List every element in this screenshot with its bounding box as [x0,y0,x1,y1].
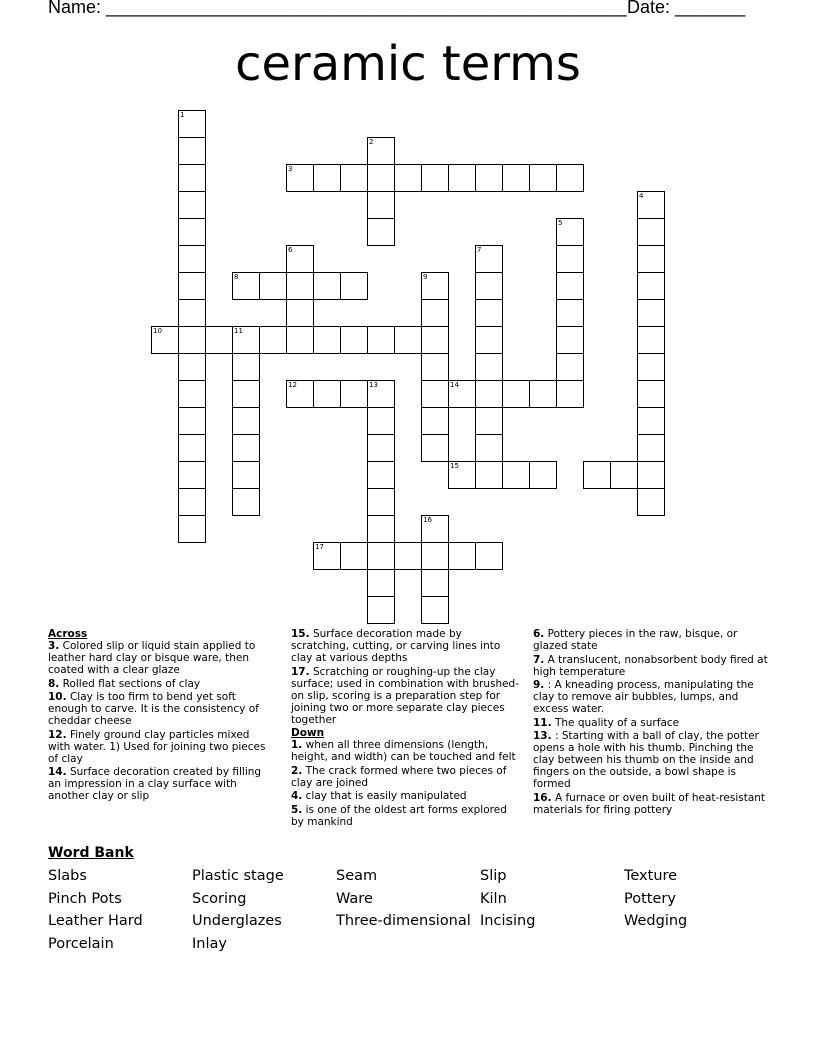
clue-down-16: 16. A furnace or oven built of heat-resistant materials for firing pottery [533,791,766,816]
crossword-cell[interactable] [421,542,449,570]
word-bank-item: Pottery [624,890,676,907]
clue-across-10: 10. Clay is too firm to bend yet soft enough to carve. It is the consistency of cheddar cheese [48,691,259,727]
crossword-cell[interactable] [367,515,395,543]
crossword-cell[interactable] [475,407,503,435]
crossword-cell[interactable] [232,380,260,408]
clue-number: 10 [153,327,162,335]
crossword-cell[interactable] [178,515,206,543]
crossword-cell[interactable] [475,380,503,408]
crossword-cell[interactable] [178,110,206,138]
page-title: ceramic terms [235,36,581,92]
clue-across-14: 14. Surface decoration created by filling an impression in a clay surface with another clay or slip [48,766,262,802]
clue-number: 16 [423,516,432,524]
clue-across-12: 12. Finely ground clay particles mixed with water. 1) Used for joining two pieces of clay [48,728,266,765]
crossword-cell[interactable] [637,326,665,354]
crossword-cell[interactable] [637,272,665,300]
crossword-cell[interactable] [367,164,395,192]
clue-across-8: 8. Rolled flat sections of clay [48,677,201,690]
clue-number: 1 [180,111,185,119]
crossword-cell[interactable] [178,299,206,327]
crossword-cell[interactable] [556,245,584,273]
clue-down-6: 6. Pottery pieces in the raw, bisque, or glazed state [533,628,738,652]
clue-number: 13 [369,381,378,389]
crossword-cell[interactable] [232,461,260,489]
crossword-cell[interactable] [151,326,179,354]
word-bank-item: Ware [336,890,373,907]
crossword-cell[interactable] [583,461,611,489]
crossword-cell[interactable] [637,353,665,381]
word-bank-item: Wedging [624,913,688,929]
crossword-cell[interactable] [475,461,503,489]
crossword-cell[interactable] [475,434,503,462]
word-bank-title: Word Bank [48,845,134,861]
word-bank-item: Slabs [48,868,87,884]
crossword-cell[interactable] [178,218,206,246]
crossword-cell[interactable] [178,407,206,435]
clue-number: 6 [288,246,293,254]
crossword-cell[interactable] [232,434,260,462]
clue-down-9: 9. : A kneading process, manipulating the clay to remove air bubbles, lumps, and excess water. [533,679,754,715]
crossword-cell[interactable] [340,272,368,300]
crossword-cell[interactable] [556,380,584,408]
clues-column-3 [533,628,773,817]
crossword-cell[interactable] [421,380,449,408]
crossword-cell[interactable] [556,299,584,327]
clue-down-5: 5. is one of the oldest art forms explored by mankind [291,803,507,828]
crossword-cell[interactable] [367,407,395,435]
clue-number: 7 [477,246,482,254]
crossword-cell[interactable] [610,461,638,489]
crossword-cell[interactable] [367,326,395,354]
crossword-cell[interactable] [502,164,530,192]
word-bank-item: Texture [624,868,678,884]
crossword-cell[interactable] [394,164,422,192]
crossword-cell[interactable] [502,461,530,489]
crossword-cell[interactable] [475,542,503,570]
date-field-label[interactable]: Date: _______ [627,0,746,17]
crossword-cell[interactable] [421,299,449,327]
crossword-cell[interactable] [421,515,449,543]
crossword-cell[interactable] [637,407,665,435]
clue-number: 5 [558,219,563,227]
clue-number: 17 [315,543,324,551]
clue-down-7: 7. A translucent, nonabsorbent body fired at high temperature [533,653,768,678]
crossword-cell[interactable] [421,596,449,624]
crossword-cell[interactable] [421,407,449,435]
crossword-cell[interactable] [448,542,476,570]
crossword-cell[interactable] [232,353,260,381]
clues-column-1 [48,628,273,804]
word-bank [48,845,768,953]
crossword-cell[interactable] [529,461,557,489]
crossword-cell[interactable] [421,569,449,597]
clue-across-3: 3. Colored slip or liquid stain applied to leather hard clay or bisque ware, then coated with a clear glaze [48,640,256,676]
crossword-cell[interactable] [367,137,395,165]
clue-across-15: 15. Surface decoration made by scratching, cutting, or carving lines into clay at various depths [291,628,501,664]
crossword-cell[interactable] [313,380,341,408]
crossword-cell[interactable] [286,272,314,300]
crossword-cell[interactable] [340,164,368,192]
crossword-cell[interactable] [637,191,665,219]
crossword-cell[interactable] [178,353,206,381]
crossword-cell[interactable] [556,353,584,381]
crossword-cell[interactable] [475,326,503,354]
crossword-cell[interactable] [637,434,665,462]
clue-down-13: 13. : Starting with a ball of clay, the potter opens a hole with his thumb. Pinching the clay between his thumb on the inside and fingers on the outside, a bowl shape is formed [533,730,759,790]
crossword-cell[interactable] [529,164,557,192]
word-bank-item: Slip [480,868,507,884]
word-bank-item: Pinch Pots [48,890,122,907]
clue-down-1: 1. when all three dimensions (length, height, and width) can be touched and felt [291,739,516,763]
crossword-cell[interactable] [367,488,395,516]
crossword-cell[interactable] [367,380,395,408]
crossword-cell[interactable] [286,380,314,408]
crossword-cell[interactable] [286,164,314,192]
word-bank-item: Kiln [480,890,507,907]
across-header: Across [48,628,88,640]
crossword-cell[interactable] [637,488,665,516]
crossword-cell[interactable] [313,542,341,570]
crossword-cell[interactable] [178,137,206,165]
crossword-cell[interactable] [556,164,584,192]
crossword-cell[interactable] [286,245,314,273]
crossword-cell[interactable] [313,326,341,354]
crossword-cell[interactable] [421,272,449,300]
crossword-cell[interactable] [475,245,503,273]
crossword-cell[interactable] [448,461,476,489]
word-bank-item: Three-dimensional [336,913,471,929]
crossword-cell[interactable] [232,326,260,354]
word-bank-item: Incising [480,913,536,929]
crossword-cell[interactable] [367,191,395,219]
crossword-cell[interactable] [313,272,341,300]
crossword-cell[interactable] [259,326,287,354]
crossword-cell[interactable] [232,407,260,435]
clue-down-2: 2. The crack formed where two pieces of clay are joined [291,764,507,789]
crossword-cell[interactable] [205,326,233,354]
crossword-cell[interactable] [232,488,260,516]
crossword-cell[interactable] [556,272,584,300]
crossword-cell[interactable] [340,380,368,408]
crossword-cell[interactable] [367,542,395,570]
crossword-cell[interactable] [367,434,395,462]
word-bank-item: Leather Hard [48,913,143,929]
crossword-cell[interactable] [556,218,584,246]
crossword-cell[interactable] [421,434,449,462]
clue-number: 8 [234,273,239,281]
clue-number: 2 [369,138,374,146]
crossword-cell[interactable] [178,272,206,300]
word-bank-item: Inlay [192,935,227,952]
clue-number: 9 [423,273,428,281]
crossword-cell[interactable] [394,542,422,570]
crossword-cell[interactable] [475,299,503,327]
crossword-cell[interactable] [367,218,395,246]
word-bank-item: Scoring [192,890,247,907]
name-field-label[interactable]: Name: ____________________________________________________ [48,0,627,17]
clue-number: 14 [450,381,459,389]
crossword-cell[interactable] [448,164,476,192]
clue-number: 12 [288,381,297,389]
crossword-cell[interactable] [367,596,395,624]
clue-down-11: 11. The quality of a surface [533,716,680,729]
crossword-cell[interactable] [529,380,557,408]
crossword-cell[interactable] [286,299,314,327]
word-bank-item: Plastic stage [192,868,284,884]
crossword-cell[interactable] [340,542,368,570]
crossword-cell[interactable] [394,326,422,354]
crossword-cell[interactable] [178,434,206,462]
crossword-cell[interactable] [232,272,260,300]
clues-column-2 [291,628,523,829]
word-bank-item: Underglazes [192,913,282,929]
crossword-cell[interactable] [556,326,584,354]
crossword-cell[interactable] [448,380,476,408]
down-header: Down [291,727,325,739]
crossword-cell[interactable] [637,245,665,273]
crossword-cell[interactable] [178,164,206,192]
crossword-cell[interactable] [286,326,314,354]
crossword-cell[interactable] [178,326,206,354]
crossword-cell[interactable] [367,569,395,597]
clue-down-4: 4. clay that is easily manipulated [291,790,467,802]
crossword-cell[interactable] [502,380,530,408]
word-bank-item: Seam [336,868,378,884]
word-bank-item: Porcelain [48,935,114,952]
crossword-cell[interactable] [340,326,368,354]
crossword-cell[interactable] [475,164,503,192]
crossword-cell[interactable] [367,461,395,489]
crossword-cell[interactable] [475,272,503,300]
crossword-cell[interactable] [178,245,206,273]
crossword-cell[interactable] [178,380,206,408]
word-bank-list [48,867,768,953]
clue-number: 11 [234,327,243,335]
crossword-cell[interactable] [637,380,665,408]
crossword-cell[interactable] [637,299,665,327]
crossword-cell[interactable] [259,272,287,300]
crossword-cell[interactable] [178,488,206,516]
crossword-cell[interactable] [313,164,341,192]
crossword-cell[interactable] [421,353,449,381]
crossword-cell[interactable] [421,164,449,192]
clue-number: 4 [639,192,644,200]
clue-number: 15 [450,462,459,470]
crossword-cell[interactable] [178,191,206,219]
crossword-cell[interactable] [178,461,206,489]
crossword-cell[interactable] [637,461,665,489]
crossword-cell[interactable] [475,353,503,381]
clue-across-17: 17. Scratching or roughing-up the clay surface; used in combination with brushed-on slip, scoring is a preparation step for joining two or more separate clay pieces together [291,665,520,726]
crossword-cell[interactable] [421,326,449,354]
clue-number: 3 [288,165,293,173]
crossword-cell[interactable] [637,218,665,246]
